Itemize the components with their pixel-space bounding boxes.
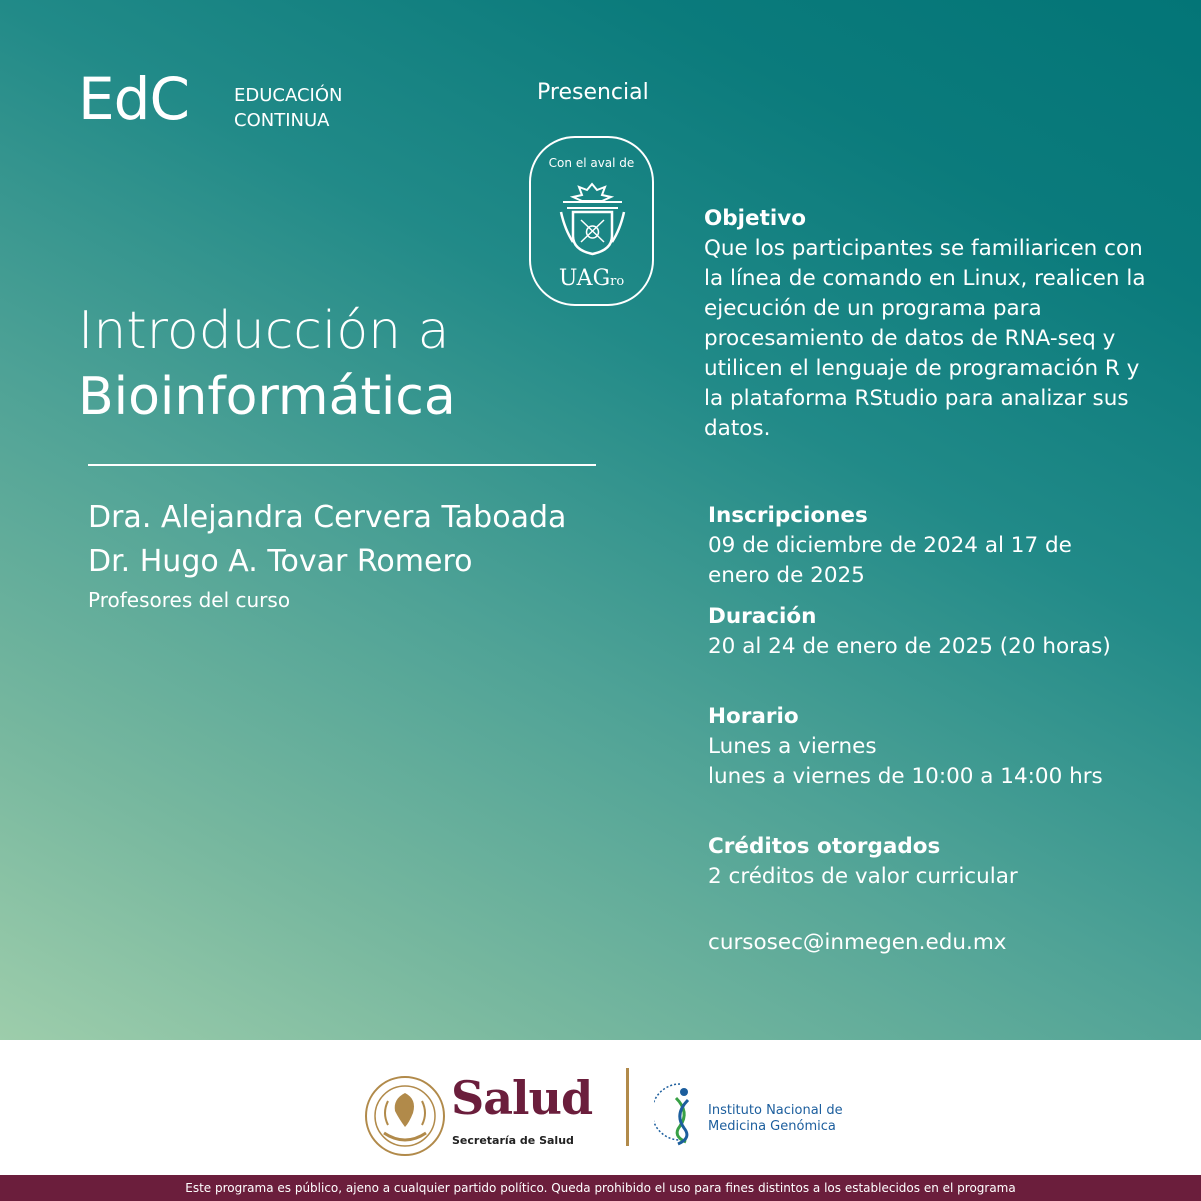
- info-line: lunes a viernes de 10:00 a 14:00 hrs: [708, 764, 1103, 789]
- inmegen-line2: Medicina Genómica: [708, 1119, 836, 1134]
- edc-subtitle-line1: EDUCACIÓN: [234, 85, 343, 106]
- info-line: 2 créditos de valor curricular: [708, 864, 1018, 889]
- inmegen-dna-icon: [654, 1078, 706, 1146]
- legal-disclaimer: Este programa es público, ajeno a cualquier partido político. Queda prohibido el uso para fines distintos a los establecidos en el programa: [0, 1175, 1201, 1201]
- uagro-crest-icon: [555, 180, 630, 258]
- footer-logos: [0, 1040, 1201, 1175]
- objective-block: [704, 204, 1164, 444]
- info-heading: Duración: [708, 604, 817, 629]
- edc-subtitle-line2: CONTINUA: [234, 110, 330, 131]
- course-title-line1: Introducción a: [78, 301, 450, 361]
- info-credits: [708, 832, 1128, 892]
- professors-role: Profesores del curso: [88, 588, 291, 612]
- info-line: 09 de diciembre de 2024 al 17 de enero de 2025: [708, 533, 1072, 588]
- info-heading: Créditos otorgados: [708, 834, 941, 859]
- inmegen-line1: Instituto Nacional de: [708, 1103, 843, 1118]
- objective-text: Que los participantes se familiaricen con la línea de comando en Linux, realicen la ejecución de un programa para procesamiento de datos de RNA-seq y utilicen el lenguaje de programación R y la plataforma RStudio para analizar sus datos.: [704, 236, 1146, 441]
- endorsement-badge: [529, 136, 654, 306]
- salud-subtitle: Secretaría de Salud: [452, 1134, 574, 1147]
- professor-name-1: Dra. Alejandra Cervera Taboada: [88, 500, 567, 535]
- info-line: 20 al 24 de enero de 2025 (20 horas): [708, 634, 1111, 659]
- objective-heading: Objetivo: [704, 206, 807, 231]
- course-title-line2: Bioinformática: [78, 367, 456, 427]
- edc-subtitle: [234, 83, 342, 133]
- uagro-wordmark: UAGro: [558, 266, 625, 291]
- inmegen-wordmark: [708, 1103, 843, 1135]
- info-heading: Inscripciones: [708, 503, 868, 528]
- mexico-seal-icon: [364, 1075, 446, 1157]
- info-schedule: [708, 702, 1128, 792]
- edc-logo: EdC: [78, 65, 189, 133]
- info-line: Lunes a viernes: [708, 734, 877, 759]
- info-registration: [708, 501, 1128, 591]
- endorsement-label: Con el aval de: [548, 156, 635, 170]
- title-divider: [88, 464, 596, 466]
- professor-name-2: Dr. Hugo A. Tovar Romero: [88, 544, 473, 579]
- modality-label: Presencial: [537, 80, 649, 105]
- contact-email-link[interactable]: cursosec@inmegen.edu.mx: [708, 930, 1007, 955]
- salud-wordmark: Salud: [451, 1071, 593, 1125]
- info-heading: Horario: [708, 704, 799, 729]
- footer-separator: [626, 1068, 629, 1146]
- info-duration: [708, 602, 1128, 662]
